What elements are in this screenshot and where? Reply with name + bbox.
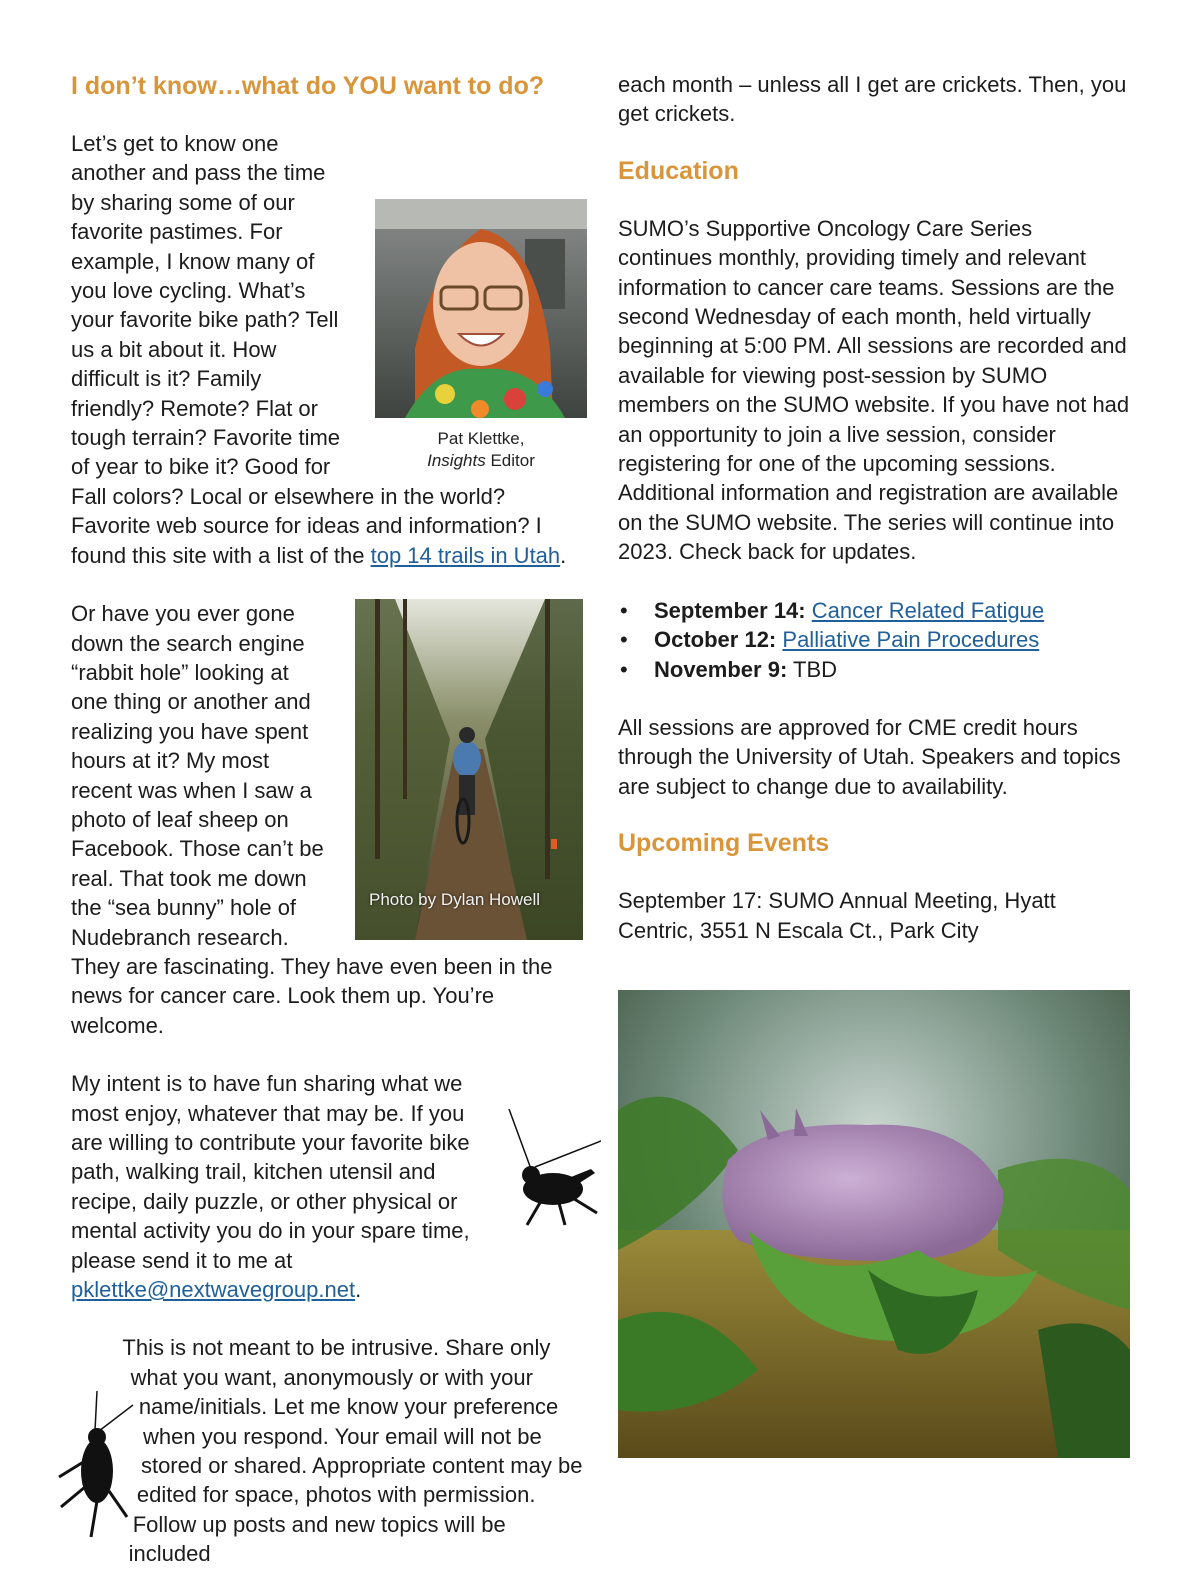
session-date: September 14: [654,597,806,623]
session-date: November 9: [654,656,788,682]
session-list [618,596,1132,684]
caption-publication: Insights [427,451,486,470]
session-date: October 12: [654,627,777,653]
editor-portrait-photo [375,199,587,418]
session-item [618,625,1132,654]
rabbit-hole-paragraph: Or have you ever gone down the search engine “rabbit hole” looking at one thing or another and realizing you have spent hours at it? My most recent was when I saw a photo of leaf sheep on Facebook. Those can’t be real. That took me down the “sea bunny” hole of Nudebranch research. They are fascinating. They have even been in the news for cancer care. Look them up. You’re welcome. [71,601,553,1038]
session-topic-tbd: TBD [793,656,837,682]
sea-bunny-photo [618,990,1130,1458]
education-heading: Education [618,156,739,185]
cricket-icon-2 [55,1391,135,1539]
session-item [618,655,1132,684]
session-link-pain[interactable]: Palliative Pain Procedures [782,627,1040,653]
contribute-end: . [355,1277,362,1303]
bullet-icon: • [620,656,628,682]
contribute-text: My intent is to have fun sharing what we most enjoy, whatever that may be. If you are willing to contribute your favorite bike path, walking trail, kitchen utensil and recipe, daily puzzle, or other physical or mental activity you do in your spare time, please send it to me at [71,1071,470,1273]
session-link-fatigue[interactable]: Cancer Related Fatigue [811,597,1045,623]
bullet-icon: • [620,597,628,623]
intro-end: . [560,542,567,568]
caption-name: Pat Klettke, [437,429,525,448]
education-paragraph: SUMO’s Supportive Oncology Care Series continues monthly, providing timely and relevant information to cancer care teams. Sessions are the second Wednesday of each month, held virtually beginning at 5:00 PM. All sessions are recorded and available for viewing post-session by SUMO members on the SUMO website. If you have not had an opportunity to join a live session, consider registering for one of the upcoming sessions. Additional information and registration are available on the SUMO website. The series will continue into 2023. Check back for updates. [618,215,1130,565]
cme-paragraph: All sessions are approved for CME credit hours through the University of Utah. Speakers and topics are subject to change due to availability. [618,714,1121,799]
privacy-paragraph: This is not meant to be intrusive. Share only what you want, anonymously or with your name/initials. Let me know your preference when you respond. Your email will not be stored or shared. Appropriate content may be edited for space, photos with permission. Follow up posts and new topics will be included [122,1335,583,1567]
privacy-block [71,1333,583,1568]
right-column [618,70,1132,945]
article-heading: I don’t know…what do YOU want to do? [71,72,545,100]
events-paragraph: September 17: SUMO Annual Meeting, Hyatt Centric, 3551 N Escala Ct., Park City [618,888,1056,943]
portrait-caption [375,428,587,472]
events-heading: Upcoming Events [618,829,830,858]
photo-credit: Photo by Dylan Howell [369,889,541,909]
bullet-icon: • [620,627,628,653]
utah-trails-link[interactable]: top 14 trails in Utah [370,542,561,568]
editor-portrait-figure [375,199,587,472]
caption-title [375,450,587,472]
left-column [71,70,583,1569]
continued-text: each month – unless all I get are crickets. Then, you get crickets. [618,72,1127,127]
intro-text: Let’s get to know one another and pass the time by sharing some of our favorite pastimes. For example, I know many of you love cycling. What’s your favorite bike path? Tell us a bit about it. How difficult is it? Family friendly? Remote? Flat or tough terrain? Favorite time of year to bike it? Good for Fall colors? Local or elsewhere in the world? Favorite web source for ideas and information? I found this site with a list of the [71,131,542,568]
cricket-icon [501,1109,601,1227]
bike-photo [355,599,583,940]
editor-email-link[interactable]: pklettke@nextwavegroup.net [71,1277,356,1303]
session-item [618,596,1132,625]
bike-photo-figure [355,599,583,940]
caption-role: Editor [485,451,535,470]
